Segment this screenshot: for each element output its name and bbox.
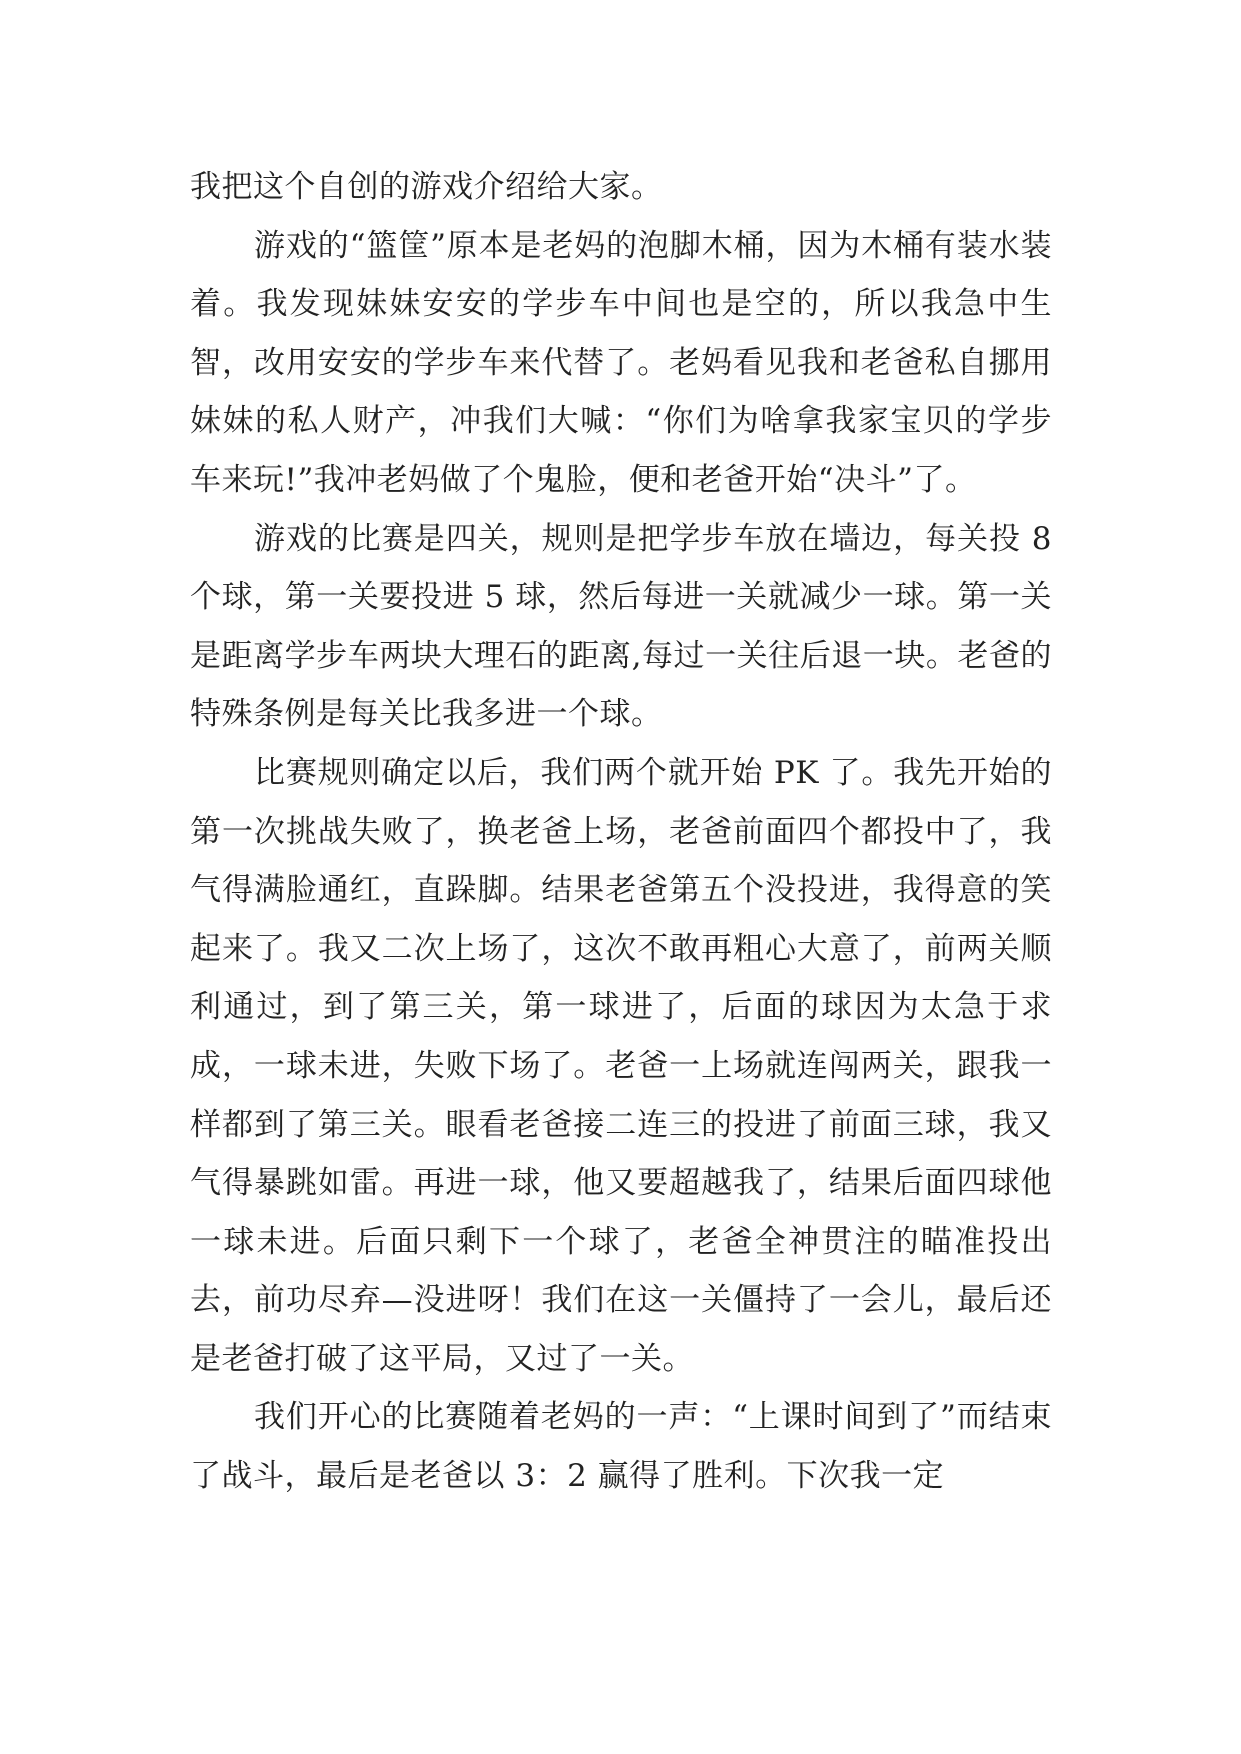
paragraph-4: 比赛规则确定以后，我们两个就开始 PK 了。我先开始的第一次挑战失败了，换老爸上场，老爸前面四个都投中了，我气得满脸通红，直跺脚。结果老爸第五个没投进，我得意的笑起来了。我又二次上场了，这次不敢再粗心大意了，前两关顺利通过，到了第三关，第一球进了，后面的球因为太急于求成，一球未进，失败下场了。老爸一上场就连闯两关，跟我一样都到了第三关。眼看老爸接二连三的投进了前面三球，我又气得暴跳如雷。再进一球，他又要超越我了，结果后面四球他一球未进。后面只剩下一个球了，老爸全神贯注的瞄准投出去，前功尽弃—没进呀！我们在这一关僵持了一会儿，最后还是老爸打破了这平局，又过了一关。 xyxy=(190,754,1052,1377)
document-body xyxy=(190,158,1052,1506)
paragraph-2: 游戏的“篮筐”原本是老妈的泡脚木桶，因为木桶有装水装着。我发现妹妹安安的学步车中间也是空的，所以我急中生智，改用安安的学步车来代替了。老妈看见我和老爸私自挪用妹妹的私人财产，冲我们大喊：“你们为啥拿我家宝贝的学步车来玩!”我冲老妈做了个鬼脸，便和老爸开始“决斗”了。 xyxy=(190,227,1052,498)
paragraph-1: 我把这个自创的游戏介绍给大家。 xyxy=(190,169,663,205)
paragraph-5: 我们开心的比赛随着老妈的一声：“上课时间到了”而结束了战斗，最后是老爸以 3：2 赢得了胜利。下次我一定 xyxy=(190,1399,1052,1495)
paragraph-3: 游戏的比赛是四关，规则是把学步车放在墙边，每关投 8 个球，第一关要投进 5 球，然后每进一关就减少一球。第一关是距离学步车两块大理石的距离,每过一关往后退一块。老爸的特殊条例是每关比我多进一个球。 xyxy=(190,520,1052,733)
